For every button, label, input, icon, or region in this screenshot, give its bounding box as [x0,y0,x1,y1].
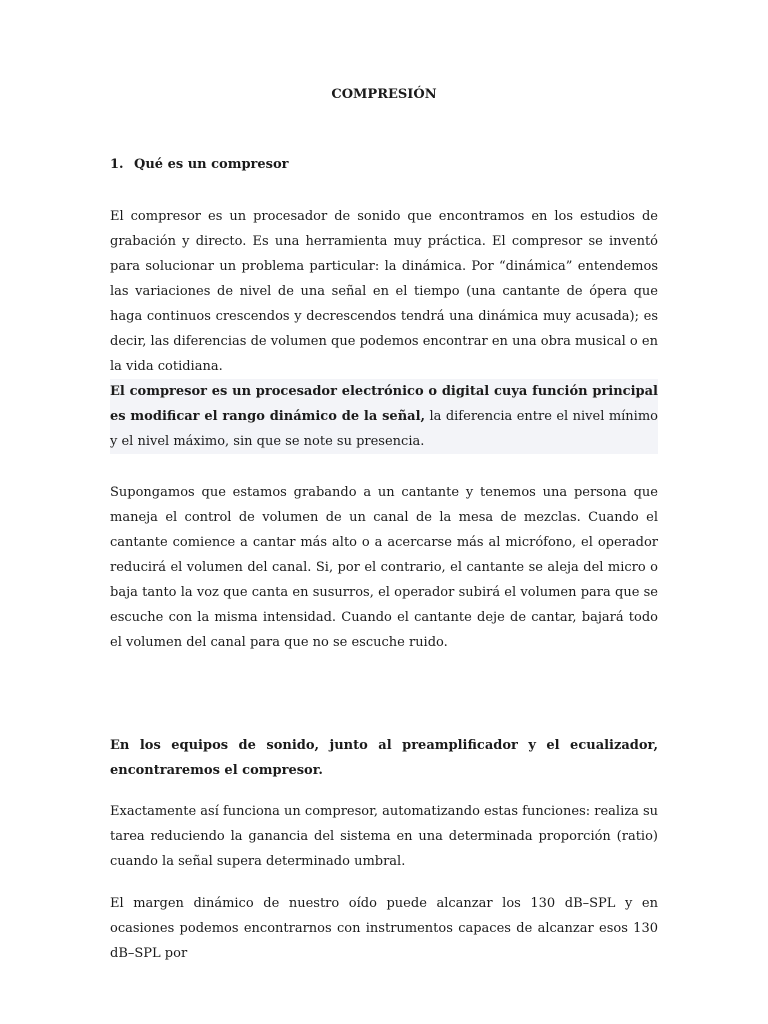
paragraph-function: Exactamente así funciona un compresor, automatizando estas funciones: realiza su tarea reduciendo la ganancia del sistema en una determinada proporción (ratio) cuando la señal supera determinado umbral. [110,804,658,869]
paragraph-highlighted [110,379,658,454]
paragraph-intro: El compresor es un procesador de sonido que encontramos en los estudios de grabación y directo. Es una herramienta muy práctica. El compresor se inventó para solucionar un problema particular: la dinámica. Por “dinámica” entendemos las variaciones de nivel de una señal en el tiempo (una cantante de ópera que haga continuos crescendos y decrescendos tendrá una dinámica muy acusada); es decir, las diferencias de volumen que podemos encontrar en una obra musical o en la vida cotidiana. [110,209,658,374]
paragraph-bold-statement: En los equipos de sonido, junto al preamplificador y el ecualizador, encontraremos el compresor. [110,738,658,778]
paragraph-highlighted-bold: El compresor es un procesador electrónico o digital cuya función principal es modificar el rango dinámico de la señal, [110,384,658,424]
section-heading [110,156,289,174]
paragraph-example: Supongamos que estamos grabando a un cantante y tenemos una persona que maneja el control de volumen de un canal de la mesa de mezclas. Cuando el cantante comience a cantar más alto o a acercarse más al micrófono, el operador reducirá el volumen del canal. Si, por el contrario, el cantante se aleja del micro o baja tanto la voz que canta en susurros, el operador subirá el volumen para que se escuche con la misma intensidad. Cuando el cantante deje de cantar, bajará todo el volumen del canal para que no se escuche ruido. [110,485,658,650]
paragraph-dynamic-range: El margen dinámico de nuestro oído puede alcanzar los 130 dB–SPL y en ocasiones podemos encontrarnos con instrumentos capaces de alcanzar esos 130 dB–SPL por [110,896,658,961]
section-number: 1. [110,157,124,172]
document-title: COMPRESIÓN [331,87,437,102]
paragraph-highlighted-rest: la diferencia entre el nivel mínimo y el nivel máximo, sin que se note su presencia. [110,409,658,449]
section-title: Qué es un compresor [134,157,289,172]
